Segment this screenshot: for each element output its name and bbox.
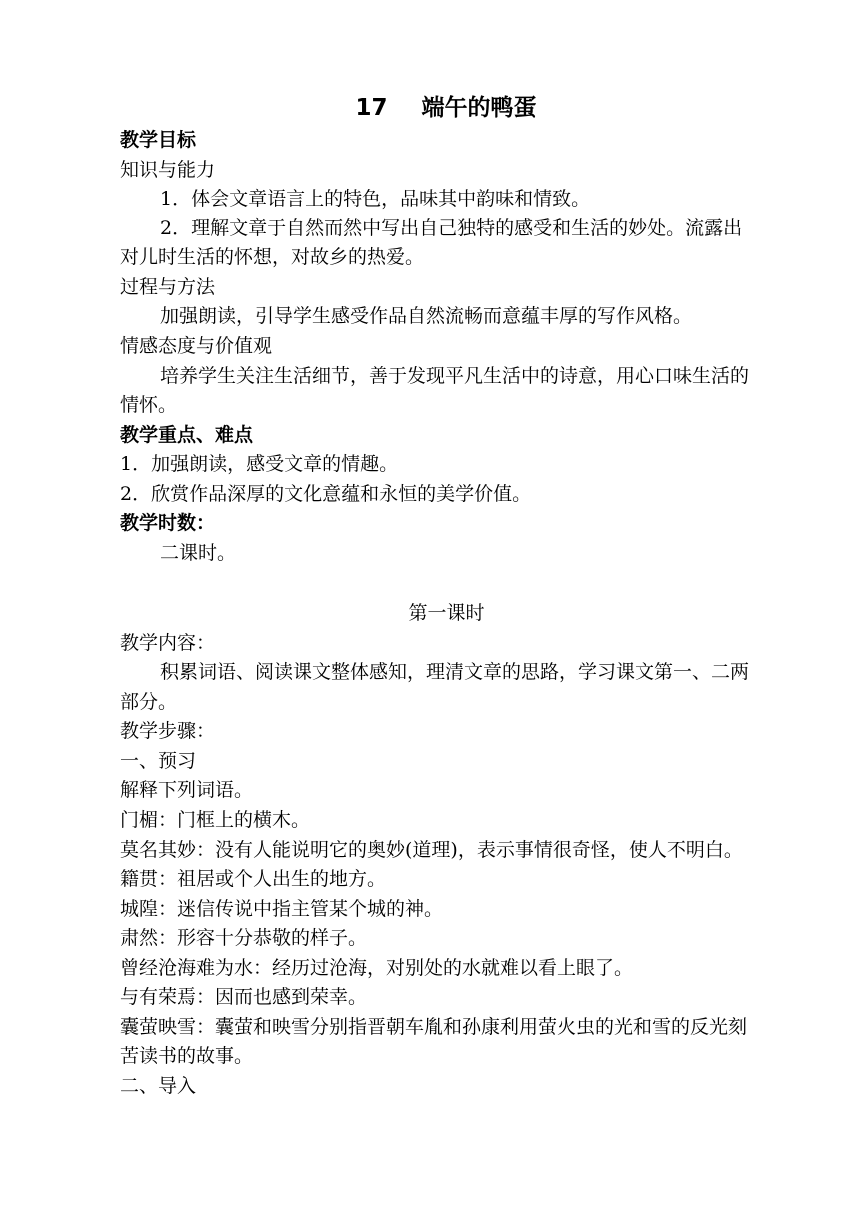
vocab-item-continued: 苦读书的故事。 xyxy=(120,1045,254,1067)
vocab-item: 曾经沧海难为水：经历过沧海，对别处的水就难以看上眼了。 xyxy=(120,957,634,979)
vocab-item: 城隍：迷信传说中指主管某个城的神。 xyxy=(120,898,444,920)
vocab-item: 囊萤映雪：囊萤和映雪分别指晋朝车胤和孙康利用萤火虫的光和雪的反光刻 xyxy=(120,1016,748,1038)
content-line-1: 积累词语、阅读课文整体感知，理清文章的思路，学习课文第一、二两 xyxy=(160,661,750,683)
goal-1: 1．体会文章语言上的特色，品味其中韵味和情致。 xyxy=(160,188,591,210)
emotion-heading: 情感态度与价值观 xyxy=(120,335,273,357)
step-1: 一、预习 xyxy=(120,750,197,772)
goal-2-line-1: 2．理解文章于自然而然中写出自己独特的感受和生活的妙处。流露出 xyxy=(160,217,743,239)
vocab-item: 肃然：形容十分恭敬的样子。 xyxy=(120,927,368,949)
lesson-title xyxy=(0,93,860,123)
key-point-2: 2．欣赏作品深厚的文化意蕴和永恒的美学价值。 xyxy=(120,483,532,505)
session-title: 第一课时 xyxy=(408,602,485,624)
content-label: 教学内容： xyxy=(120,632,216,654)
goals-heading: 教学目标 xyxy=(120,129,197,151)
step-2: 二、导入 xyxy=(120,1075,197,1097)
hours-text: 二课时。 xyxy=(160,542,237,564)
key-heading: 教学重点、难点 xyxy=(120,424,254,446)
knowledge-heading: 知识与能力 xyxy=(120,159,216,181)
content-line-2: 部分。 xyxy=(120,691,178,713)
steps-label: 教学步骤： xyxy=(120,720,216,742)
process-heading: 过程与方法 xyxy=(120,276,216,298)
lesson-number: 17 xyxy=(355,95,388,121)
vocab-item: 籍贯：祖居或个人出生的地方。 xyxy=(120,868,387,890)
hours-heading: 教学时数： xyxy=(120,512,216,534)
emotion-line-2: 情怀。 xyxy=(120,394,178,416)
vocab-item: 与有荣焉：因而也感到荣幸。 xyxy=(120,986,368,1008)
key-point-1: 1．加强朗读，感受文章的情趣。 xyxy=(120,453,399,475)
vocab-intro: 解释下列词语。 xyxy=(120,779,254,801)
vocab-item: 门楣：门框上的横木。 xyxy=(120,809,311,831)
process-text: 加强朗读，引导学生感受作品自然流畅而意蕴丰厚的写作风格。 xyxy=(160,305,693,327)
emotion-line-1: 培养学生关注生活细节，善于发现平凡生活中的诗意，用心口味生活的 xyxy=(160,365,750,387)
vocab-item: 莫名其妙：没有人能说明它的奥妙(道理)，表示事情很奇怪，使人不明白。 xyxy=(120,839,743,861)
lesson-title-text: 端午的鸭蛋 xyxy=(421,95,537,121)
goal-2-line-2: 对儿时生活的怀想，对故乡的热爱。 xyxy=(120,246,425,268)
